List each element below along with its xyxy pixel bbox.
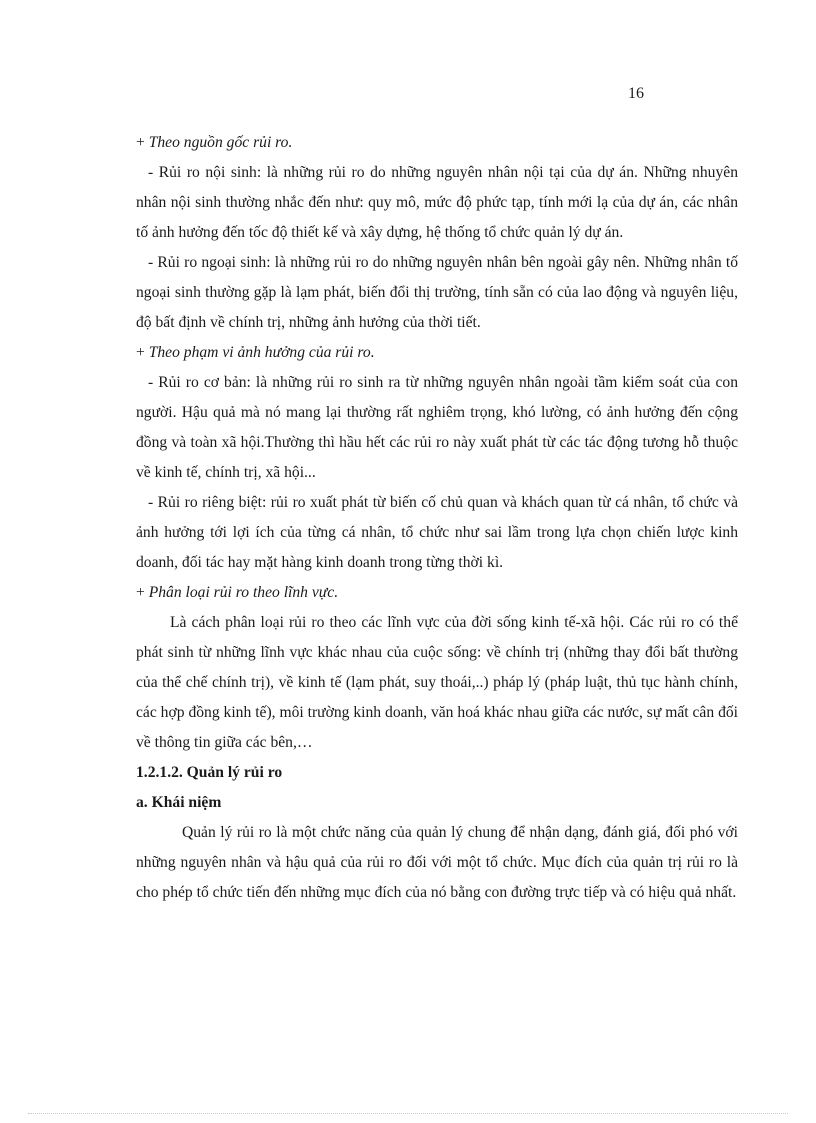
- page-bottom-divider: [28, 1113, 788, 1114]
- external-risk-paragraph: - Rủi ro ngoại sinh: là những rủi ro do những nguyên nhân bên ngoài gây nên. Những nhân tố ngoại sinh thường gặp là lạm phát, biến đổi thị trường, tính sẵn có của lao động và nguyên liệu, độ bất định về chính trị, những ảnh hưởng của thời tiết.: [136, 254, 738, 331]
- field-paragraph: Là cách phân loại rủi ro theo các lĩnh vực của đời sống kinh tế-xã hội. Các rủi ro có thể phát sinh từ những lĩnh vực khác nhau của cuộc sống: về chính trị (những thay đổi bất thường của thể chế chính trị), về kinh tế (lạm phát, suy thoái,..) pháp lý (pháp luật, thủ tục hành chính, các hợp đồng kinh tế), môi trường kinh doanh, văn hoá khác nhau giữa các nước, sự mất cân đối về thông tin giữa các bên,…: [136, 614, 738, 751]
- scope-heading-prefix: +: [136, 344, 149, 361]
- concept-paragraph: Quản lý rủi ro là một chức năng của quản lý chung để nhận dạng, đánh giá, đối phó với những nguyên nhân và hậu quả của rủi ro đối với một tổ chức. Mục đích của quản trị rủi ro là cho phép tổ chức tiến đến những mục đích của nó bằng con đường trực tiếp và có hiệu quả nhất.: [136, 824, 738, 901]
- field-heading-prefix: +: [136, 584, 149, 601]
- page-number: 16: [628, 85, 644, 102]
- specific-risk-paragraph: - Rủi ro riêng biệt: rủi ro xuất phát từ biến cố chủ quan và khách quan từ cá nhân, tổ chức và ảnh hưởng tới lợi ích của từng cá nhân, tổ chức như sai lầm trong lựa chọn chiến lược kinh doanh, đối tác hay mặt hàng kinh doanh trong từng thời kì.: [136, 494, 738, 571]
- basic-risk-paragraph: - Rủi ro cơ bản: là những rủi ro sinh ra từ những nguyên nhân ngoài tầm kiểm soát của con người. Hậu quả mà nó mang lại thường rất nghiêm trọng, khó lường, có ảnh hưởng đến cộng đồng và toàn xã hội.Thường thì hầu hết các rủi ro này xuất phát từ các tác động tương hỗ thuộc về kinh tế, chính trị, xã hội...: [136, 374, 738, 481]
- field-heading: [136, 578, 738, 608]
- concept-heading: a. Khái niệm: [136, 794, 222, 811]
- internal-risk-paragraph: - Rủi ro nội sinh: là những rủi ro do những nguyên nhân nội tại của dự án. Những nhuyên nhân nội sinh thường nhắc đến như: quy mô, mức độ phức tạp, tính mới lạ của dự án, các nhân tố ảnh hưởng đến tốc độ thiết kế và xây dựng, hệ thống tổ chức quản lý dự án.: [136, 164, 738, 241]
- risk-management-heading: 1.2.1.2. Quản lý rủi ro: [136, 764, 283, 781]
- origin-heading: [136, 128, 738, 158]
- field-heading-text: Phân loại rủi ro theo lĩnh vực.: [148, 584, 339, 601]
- origin-heading-prefix: +: [136, 134, 149, 151]
- document-body: [136, 128, 738, 908]
- origin-heading-text: Theo nguồn gốc rủi ro.: [148, 134, 293, 151]
- scope-heading: [136, 338, 738, 368]
- scope-heading-text: Theo phạm vi ảnh hưởng của rủi ro.: [148, 344, 375, 361]
